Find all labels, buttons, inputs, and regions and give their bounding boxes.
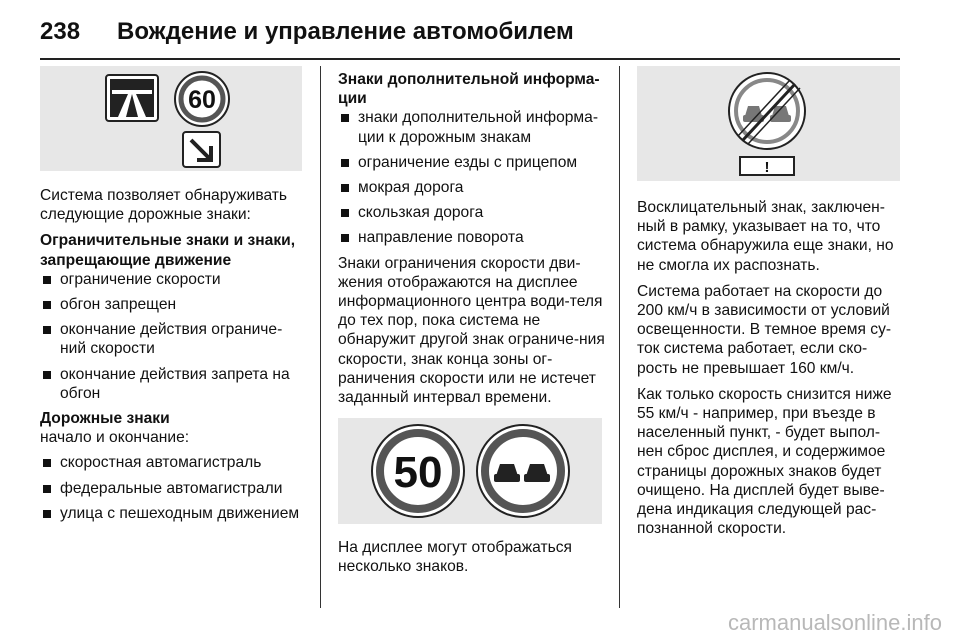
speed-limit-value: 60: [188, 86, 216, 114]
list-item: обгон запрещен: [40, 295, 305, 314]
list-item: окончание действия запрета на обгон: [40, 365, 305, 403]
list-item: федеральные автомагистрали: [40, 479, 305, 498]
page-header: [40, 14, 900, 54]
speed-limit-value: 50: [393, 448, 443, 498]
section-title: Дорожные знаки: [40, 410, 170, 428]
list-item: скользкая дорога: [338, 203, 606, 222]
paragraph: Система работает на скорости до 200 км/ч в зависимости от условий освещенности. В темное время су-ток система работает, если ско-рость не превышает 160 км/ч.: [637, 282, 892, 377]
column-3: [637, 66, 905, 545]
watermark: carmanualsonline.info: [727, 610, 942, 635]
column-divider: [320, 66, 321, 608]
restriction-signs-list: [40, 270, 305, 403]
section-title: Ограничительные знаки и знаки, запрещающие движение: [40, 232, 296, 269]
road-signs-list: [40, 453, 305, 523]
column-1: [40, 66, 305, 529]
list-item: ограничение скорости: [40, 270, 305, 289]
section-subtitle: начало и окончание:: [40, 429, 190, 447]
list-item: скоростная автомагистраль: [40, 453, 305, 472]
additional-info-list: [338, 108, 606, 247]
figure-highway-signs: [40, 66, 302, 171]
column-divider: [619, 66, 620, 608]
column-2: [338, 70, 606, 584]
list-item: ограничение езды с прицепом: [338, 153, 606, 172]
intro-text: Система позволяет обнаруживать следующие дорожные знаки:: [40, 187, 288, 224]
list-item: улица с пешеходным движением: [40, 504, 305, 523]
figure-end-restriction-sign: [637, 66, 900, 181]
figure-display-signs: [338, 418, 602, 524]
figure-caption: На дисплее могут отображаться несколько знаков.: [338, 539, 572, 576]
list-item: знаки дополнительной информа-ции к дорожным знакам: [338, 108, 606, 146]
highway-sign-illustration: [40, 66, 302, 171]
list-item: окончание действия ограниче-ний скорости: [40, 320, 305, 358]
plate-symbol: !: [764, 159, 770, 176]
end-restriction-illustration: [637, 66, 900, 181]
paragraph: Знаки ограничения скорости дви-жения отображаются на дисплее информационного центра води-теля до тех пор, пока система не обнаружит другой знак ограниче-ния скорости, знак конца зоны ог-раничения скорости или не истечет заданный интервал времени.: [338, 254, 605, 407]
section-title: Знаки дополнительной информа-ции: [338, 71, 600, 108]
list-item: мокрая дорога: [338, 178, 606, 197]
paragraph: Восклицательный знак, заключен-ный в рамку, указывает на то, что система обнаружила еще знаки, но не смогла их распознать.: [637, 199, 894, 274]
list-item: направление поворота: [338, 228, 606, 247]
paragraph: Как только скорость снизится ниже 55 км/ч - например, при въезде в населенный пункт, - будет выпол-нен сброс дисплея, и содержимое страницы дорожных знаков будет очищено. На дисплей будет выве-дена индикация следующей рас-познанной скорости.: [637, 385, 892, 538]
display-signs-illustration: [338, 418, 602, 524]
page-number: 238: [40, 18, 81, 45]
header-rule: [40, 58, 900, 60]
page-title: Вождение и управление автомобилем: [117, 18, 574, 45]
